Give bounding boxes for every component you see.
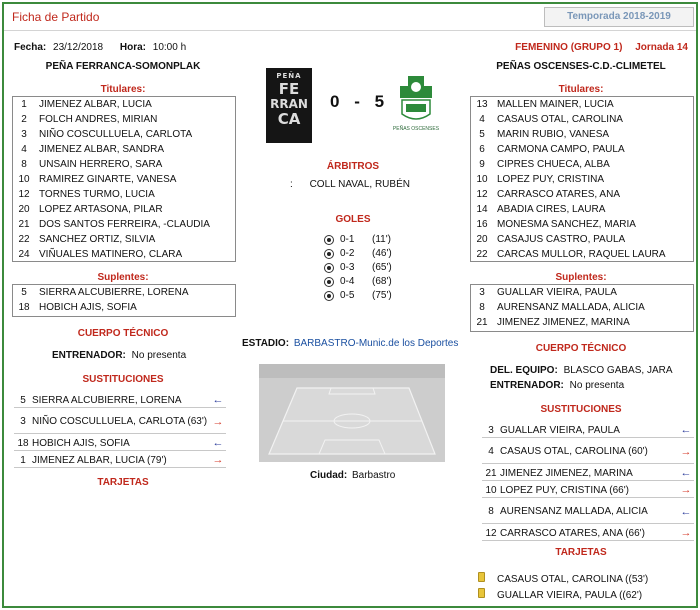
away-team-logo: PEÑAS OSCENSES xyxy=(392,72,440,136)
goal-row xyxy=(324,275,394,289)
away-changes-title: SUSTITUCIONES xyxy=(540,404,622,415)
player-row xyxy=(471,202,693,217)
substitution-row xyxy=(482,423,694,438)
player-name: LOPEZ PUY, CRISTINA xyxy=(497,174,605,185)
shirt-number: 8 xyxy=(21,159,27,170)
delegate-label: DEL. EQUIPO: xyxy=(490,365,558,376)
player-name: VIÑUALES MATINERO, CLARA xyxy=(39,249,183,260)
coach-label: ENTRENADOR: xyxy=(52,350,126,361)
goal-minute: (65') xyxy=(372,262,392,273)
player-name: MARIN RUBIO, VANESA xyxy=(497,129,610,140)
player-row xyxy=(13,300,235,315)
player-name: JIMENEZ JIMENEZ, MARINA xyxy=(497,317,630,328)
shirt-number: 1 xyxy=(20,454,26,466)
coach-value: No presenta xyxy=(569,380,625,391)
soccer-ball-icon xyxy=(324,249,334,259)
home-subs-title: Suplentes: xyxy=(97,272,149,283)
player-name: JIMENEZ ALBAR, SANDRA xyxy=(39,144,165,155)
shirt-number: 18 xyxy=(17,437,29,449)
shirt-number: 21 xyxy=(485,467,497,479)
substitution-row xyxy=(482,500,694,524)
player-name: NIÑO COSCULLUELA, CARLOTA (63') xyxy=(32,416,208,427)
shirt-number: 3 xyxy=(20,416,26,427)
referee-prefix: : xyxy=(290,179,293,190)
arrow-left-icon: ← xyxy=(212,437,224,449)
goal-score: 0-3 xyxy=(340,262,355,273)
player-name: SANCHEZ ORTIZ, SILVIA xyxy=(39,234,156,245)
player-name: CIPRES CHUECA, ALBA xyxy=(497,159,610,170)
player-name: LOPEZ ARTASONA, PILAR xyxy=(39,204,163,215)
season-selector[interactable]: Temporada 2018-2019 xyxy=(544,7,694,27)
substitution-row xyxy=(14,436,226,451)
substitution-row xyxy=(482,466,694,481)
shirt-number: 6 xyxy=(479,144,485,155)
goal-row xyxy=(324,247,394,261)
goal-score: 0-1 xyxy=(340,234,355,245)
yellow-card-icon xyxy=(478,588,485,598)
away-subs-list xyxy=(470,284,694,332)
soccer-ball-icon xyxy=(324,235,334,245)
shirt-number: 21 xyxy=(18,219,30,230)
referee-name: COLL NAVAL, RUBÉN xyxy=(309,179,410,190)
stadium-label: ESTADIO: xyxy=(242,338,290,349)
shirt-number: 20 xyxy=(18,204,30,215)
player-name: HOBICH AJIS, SOFIA xyxy=(32,437,130,449)
player-row xyxy=(471,142,693,157)
competition-group: FEMENINO (GRUPO 1) xyxy=(515,42,623,53)
shirt-number: 22 xyxy=(476,249,488,260)
pitch-image xyxy=(259,364,445,462)
away-subs-title: Suplentes: xyxy=(555,272,607,283)
player-name: CARRASCO ATARES, ANA (66') xyxy=(500,527,645,539)
home-coach xyxy=(52,350,186,361)
away-starters-list xyxy=(470,96,694,262)
player-name: NIÑO COSCULLUELA, CARLOTA xyxy=(39,129,193,140)
round: Jornada 14 xyxy=(635,42,688,53)
away-staff-title: CUERPO TÉCNICO xyxy=(535,343,627,354)
away-score: 5 xyxy=(374,92,385,111)
player-name: GUALLAR VIEIRA, PAULA xyxy=(497,287,617,298)
player-row xyxy=(471,300,693,315)
score-separator: - xyxy=(354,92,360,111)
arrow-left-icon: ← xyxy=(680,424,692,436)
player-row xyxy=(471,232,693,247)
shirt-number: 18 xyxy=(18,302,30,313)
player-name: JIMENEZ ALBAR, LUCIA (79') xyxy=(32,454,167,466)
soccer-ball-icon xyxy=(324,277,334,287)
time-label: Hora: xyxy=(119,42,146,53)
substitution-row xyxy=(14,410,226,434)
city xyxy=(310,470,395,481)
match-date-time xyxy=(14,42,186,53)
player-row xyxy=(13,247,235,262)
home-staff-title: CUERPO TÉCNICO xyxy=(77,328,169,339)
player-name: FOLCH ANDRES, MIRIAN xyxy=(39,114,158,125)
shirt-number: 4 xyxy=(479,114,485,125)
away-team-name: PEÑAS OSCENSES-C.D.-CLIMETEL xyxy=(496,61,666,72)
arrow-left-icon: ← xyxy=(680,467,692,479)
scoreboard xyxy=(330,92,384,112)
player-name: LOPEZ PUY, CRISTINA (66') xyxy=(500,484,629,496)
player-name: RAMIREZ GINARTE, VANESA xyxy=(39,174,177,185)
shirt-number: 5 xyxy=(20,394,26,406)
shirt-number: 3 xyxy=(488,424,494,436)
top-bar xyxy=(4,4,696,31)
home-score: 0 xyxy=(330,92,340,111)
shirt-number: 12 xyxy=(485,527,497,539)
shirt-number: 10 xyxy=(476,174,488,185)
player-row xyxy=(471,187,693,202)
player-row xyxy=(471,315,693,330)
date-label: Fecha: xyxy=(14,42,47,53)
substitution-row xyxy=(14,453,226,468)
shirt-number: 4 xyxy=(488,446,494,457)
shirt-number: 13 xyxy=(476,99,488,110)
home-subs-list xyxy=(12,284,236,317)
card-player: CASAUS OTAL, CAROLINA ((53') xyxy=(497,574,649,585)
player-name: CASAUS OTAL, CAROLINA xyxy=(497,114,623,125)
player-name: SIERRA ALCUBIERRE, LORENA xyxy=(32,394,182,406)
goal-minute: (75') xyxy=(372,290,392,301)
arrow-left-icon: ← xyxy=(680,505,692,518)
away-delegate xyxy=(490,365,673,376)
shirt-number: 16 xyxy=(476,219,488,230)
match-sheet-frame xyxy=(2,2,698,608)
player-name: UNSAIN HERRERO, SARA xyxy=(39,159,163,170)
shirt-number: 20 xyxy=(476,234,488,245)
goal-score: 0-2 xyxy=(340,248,355,259)
substitution-row xyxy=(482,440,694,464)
shirt-number: 10 xyxy=(485,484,497,496)
soccer-ball-icon xyxy=(324,291,334,301)
player-row xyxy=(471,157,693,172)
player-row xyxy=(471,217,693,232)
shirt-number: 8 xyxy=(488,506,494,517)
player-row xyxy=(13,142,235,157)
player-name: JIMENEZ ALBAR, LUCIA xyxy=(39,99,152,110)
player-name: CASAUS OTAL, CAROLINA (60') xyxy=(500,446,648,457)
coach-label: ENTRENADOR: xyxy=(490,380,564,391)
shirt-number: 4 xyxy=(21,144,27,155)
player-row xyxy=(471,97,693,112)
substitution-row xyxy=(482,483,694,498)
goal-score: 0-5 xyxy=(340,290,355,301)
arrow-left-icon: ← xyxy=(212,394,224,406)
player-row xyxy=(13,217,235,232)
shirt-number: 2 xyxy=(21,114,27,125)
match-date: 23/12/2018 xyxy=(53,42,104,53)
player-row xyxy=(13,172,235,187)
player-row xyxy=(471,172,693,187)
shirt-number: 24 xyxy=(18,249,30,260)
player-name: GUALLAR VIEIRA, PAULA xyxy=(500,424,620,436)
player-row xyxy=(471,112,693,127)
city-value: Barbastro xyxy=(352,470,396,481)
home-changes-title: SUSTITUCIONES xyxy=(82,374,164,385)
player-name: CASAJUS CASTRO, PAULA xyxy=(497,234,626,245)
arrow-right-icon: → xyxy=(680,527,692,539)
substitution-row xyxy=(14,393,226,408)
away-coach xyxy=(490,380,624,391)
player-name: AURENSANZ MALLADA, ALICIA xyxy=(497,302,645,313)
goal-row xyxy=(324,233,394,247)
player-row xyxy=(13,285,235,300)
match-time: 10:00 h xyxy=(152,42,187,53)
delegate-value: BLASCO GABAS, JARA xyxy=(563,365,673,376)
player-name: CARMONA CAMPO, PAULA xyxy=(497,144,625,155)
page-title: Ficha de Partido xyxy=(12,10,100,24)
player-name: HOBICH AJIS, SOFIA xyxy=(39,302,137,313)
shirt-number: 8 xyxy=(479,302,485,313)
shirt-number: 3 xyxy=(479,287,485,298)
player-name: MALLEN MAINER, LUCIA xyxy=(497,99,614,110)
player-name: CARCAS MULLOR, RAQUEL LAURA xyxy=(497,249,666,260)
player-name: TORNES TURMO, LUCIA xyxy=(39,189,155,200)
city-label: Ciudad: xyxy=(310,470,348,481)
substitution-row xyxy=(482,526,694,541)
shirt-number: 12 xyxy=(476,189,488,200)
shirt-number: 21 xyxy=(476,317,488,328)
player-name: ABADIA CIRES, LAURA xyxy=(497,204,606,215)
home-team-logo: PEÑA FE RRAN CA xyxy=(266,68,312,143)
arrow-right-icon: → xyxy=(212,454,224,466)
goals-title: GOLES xyxy=(335,214,371,225)
away-cards-title: TARJETAS xyxy=(555,547,607,558)
stadium-link[interactable]: BARBASTRO-Munic.de los Deportes xyxy=(293,338,459,349)
goal-row xyxy=(324,289,394,303)
home-starters-list xyxy=(12,96,236,262)
shirt-number: 14 xyxy=(476,204,488,215)
arrow-right-icon: → xyxy=(680,445,692,458)
player-row xyxy=(13,127,235,142)
player-row xyxy=(471,247,693,262)
shirt-number: 3 xyxy=(21,129,27,140)
player-row xyxy=(13,202,235,217)
referee xyxy=(290,179,410,190)
player-row xyxy=(13,187,235,202)
shirt-number: 9 xyxy=(479,159,485,170)
shirt-number: 5 xyxy=(479,129,485,140)
arrow-right-icon: → xyxy=(212,415,224,428)
player-name: MONESMA SANCHEZ, MARIA xyxy=(497,219,636,230)
football-pitch-icon xyxy=(259,364,445,462)
card-row xyxy=(478,572,648,585)
card-row xyxy=(478,588,642,601)
arrow-right-icon: → xyxy=(680,484,692,496)
shirt-number: 5 xyxy=(21,287,27,298)
goal-minute: (11') xyxy=(372,234,391,245)
shirt-number: 22 xyxy=(18,234,30,245)
shirt-number: 10 xyxy=(18,174,30,185)
shirt-number: 12 xyxy=(18,189,30,200)
player-name: AURENSANZ MALLADA, ALICIA xyxy=(500,506,648,517)
away-starters-title: Titulares: xyxy=(558,84,604,95)
soccer-ball-icon xyxy=(324,263,334,273)
player-name: JIMENEZ JIMENEZ, MARINA xyxy=(500,467,633,479)
competition-info xyxy=(515,42,688,53)
coach-value: No presenta xyxy=(131,350,187,361)
home-team-name: PEÑA FERRANCA-SOMONPLAK xyxy=(45,61,201,72)
goal-score: 0-4 xyxy=(340,276,355,287)
player-row xyxy=(471,285,693,300)
player-row xyxy=(471,127,693,142)
card-player: GUALLAR VIEIRA, PAULA ((62') xyxy=(497,590,643,601)
player-row xyxy=(13,157,235,172)
player-row xyxy=(13,97,235,112)
player-name: DOS SANTOS FERREIRA, -CLAUDIA xyxy=(39,219,210,230)
referees-title: ÁRBITROS xyxy=(326,161,380,172)
player-row xyxy=(13,112,235,127)
goal-row xyxy=(324,261,394,275)
home-starters-title: Titulares: xyxy=(100,84,146,95)
goal-minute: (46') xyxy=(372,248,392,259)
home-cards-title: TARJETAS xyxy=(97,477,149,488)
player-name: CARRASCO ATARES, ANA xyxy=(497,189,620,200)
shirt-number: 1 xyxy=(21,99,27,110)
player-row xyxy=(13,232,235,247)
stadium xyxy=(242,338,458,349)
goal-minute: (68') xyxy=(372,276,392,287)
player-name: SIERRA ALCUBIERRE, LORENA xyxy=(39,287,189,298)
yellow-card-icon xyxy=(478,572,485,582)
